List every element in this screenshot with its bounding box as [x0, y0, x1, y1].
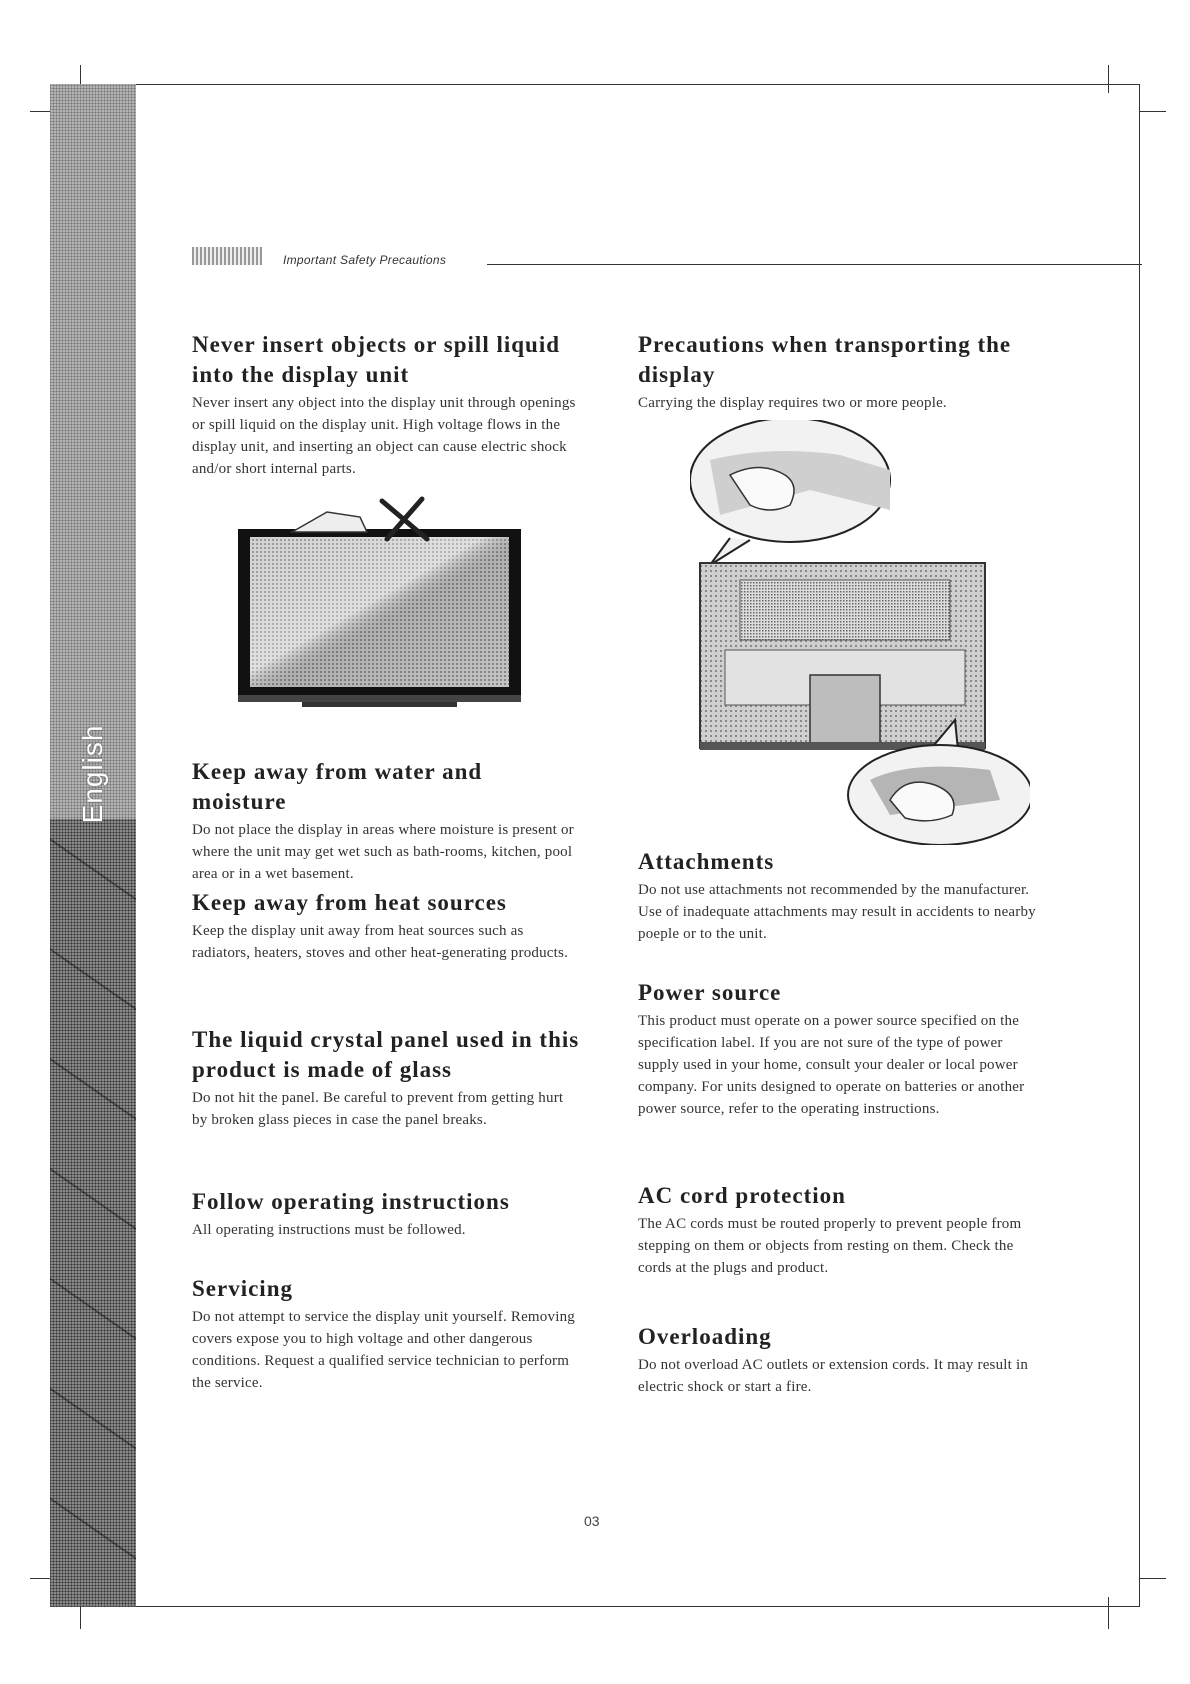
section-body: Never insert any object into the display unit through openings or spill liquid on the display unit. High voltage flows in the display unit, and inserting an object can cause electric shock and/or short internal parts. [192, 395, 576, 477]
section-body: Keep the display unit away from heat sources such as radiators, heaters, stoves and other heat-generating products. [192, 923, 569, 961]
section-liquid-crystal [192, 1025, 582, 1131]
crop-mark [1140, 1578, 1166, 1579]
language-label: English [77, 724, 108, 824]
page-number: 03 [584, 1513, 600, 1529]
section-heading: Follow operating instructions [192, 1189, 510, 1214]
section-servicing [192, 1274, 582, 1394]
section-heading: AC cord protection [638, 1183, 846, 1208]
section-heading: Never insert objects or spill liquid into the display unit [192, 332, 561, 387]
section-heading: The liquid crystal panel used in this product is made of glass [192, 1027, 580, 1082]
section-body: The AC cords must be routed properly to prevent people from stepping on them or objects from resting on them. Check the cords at the plugs and product. [638, 1216, 1022, 1276]
section-body: Carrying the display requires two or more people. [638, 395, 947, 411]
crop-mark [1140, 111, 1166, 112]
header-swatch [192, 247, 262, 265]
section-body: Do not use attachments not recommended by the manufacturer. Use of inadequate attachments may result in accidents to nearby poeple or to the unit. [638, 882, 1036, 942]
section-overloading [638, 1322, 1038, 1398]
section-body: Do not hit the panel. Be careful to prevent from getting hurt by broken glass pieces in case the panel breaks. [192, 1090, 564, 1128]
section-heading: Servicing [192, 1276, 293, 1301]
section-heading: Keep away from water and moisture [192, 759, 483, 814]
section-transporting [638, 330, 1038, 414]
section-heading: Precautions when transporting the display [638, 332, 1012, 387]
tv-front-illustration [232, 487, 527, 717]
section-heading: Overloading [638, 1324, 772, 1349]
section-ac-cord [638, 1181, 1038, 1279]
section-operating-instructions [192, 1187, 582, 1241]
section-heading: Attachments [638, 849, 775, 874]
section-water-moisture [192, 757, 582, 885]
sidebar-pattern [50, 819, 136, 1607]
section-power-source [638, 978, 1038, 1120]
section-attachments [638, 847, 1038, 945]
section-never-insert [192, 330, 582, 480]
section-heading: Keep away from heat sources [192, 890, 507, 915]
section-body: This product must operate on a power source specified on the specification label. If you are not sure of the type of power supply used in your home, consult your dealer or local power company. For units designed to operate on batteries or another power source, refer to the operating instructions. [638, 1013, 1025, 1117]
tv-back-carrying-illustration [690, 420, 1030, 845]
header-title: Important Safety Precautions [283, 253, 447, 267]
section-body: All operating instructions must be followed. [192, 1222, 466, 1238]
header-rule [487, 264, 1142, 265]
section-heat-sources [192, 888, 582, 964]
section-body: Do not overload AC outlets or extension cords. It may result in electric shock or start a fire. [638, 1357, 1029, 1395]
section-heading: Power source [638, 980, 782, 1005]
language-sidebar [50, 84, 136, 1607]
section-body: Do not place the display in areas where moisture is present or where the unit may get wet such as bath-rooms, kitchen, pool area or in a wet basement. [192, 822, 574, 882]
section-body: Do not attempt to service the display unit yourself. Removing covers expose you to high voltage and other dangerous conditions. Request a qualified service technician to perform the service. [192, 1309, 575, 1391]
